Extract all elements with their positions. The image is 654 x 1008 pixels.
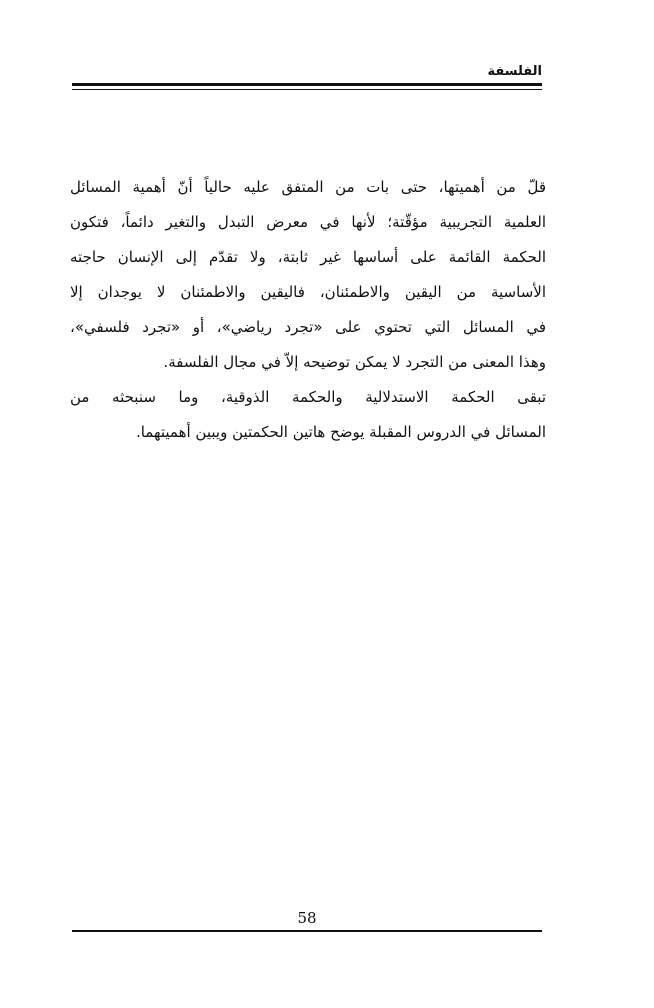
text-line: الأساسية من اليقين والاطمئنان، فاليقين والاطمئنان لا يوجدان إلا — [70, 283, 546, 301]
page-footer — [72, 908, 542, 932]
header-rule-thin — [72, 89, 542, 90]
text-line: في المسائل التي تحتوي على «تجرد رياضي»، أو «تجرد فلسفي»، — [70, 318, 546, 336]
paragraph-2 — [70, 380, 546, 450]
body-text — [70, 170, 546, 450]
footer-rule — [72, 930, 542, 932]
text-line: العلمية التجريبية مؤقّتة؛ لأنها في معرض التبدل والتغير دائماً، فتكون — [70, 213, 546, 231]
text-line: الحكمة القائمة على أساسها غير ثابتة، ولا تقدّم إلى الإنسان حاجته — [70, 248, 546, 266]
running-header — [72, 64, 542, 90]
running-title: الفلسفة — [487, 64, 542, 79]
text-line: قلّ من أهميتها، حتى بات من المتفق عليه حالياً أنّ أهمية المسائل — [70, 178, 546, 196]
text-line: وهذا المعنى من التجرد لا يمكن توضيحه إلاّ في مجال الفلسفة. — [163, 353, 546, 371]
header-rule-thick — [72, 83, 542, 86]
page-number: 58 — [297, 909, 317, 927]
text-line: تبقى الحكمة الاستدلالية والحكمة الذوقية، وما سنبحثه من — [70, 388, 546, 406]
paragraph-1 — [70, 170, 546, 380]
text-line: المسائل في الدروس المقبلة يوضح هاتين الحكمتين ويبين أهميتهما. — [135, 423, 546, 441]
